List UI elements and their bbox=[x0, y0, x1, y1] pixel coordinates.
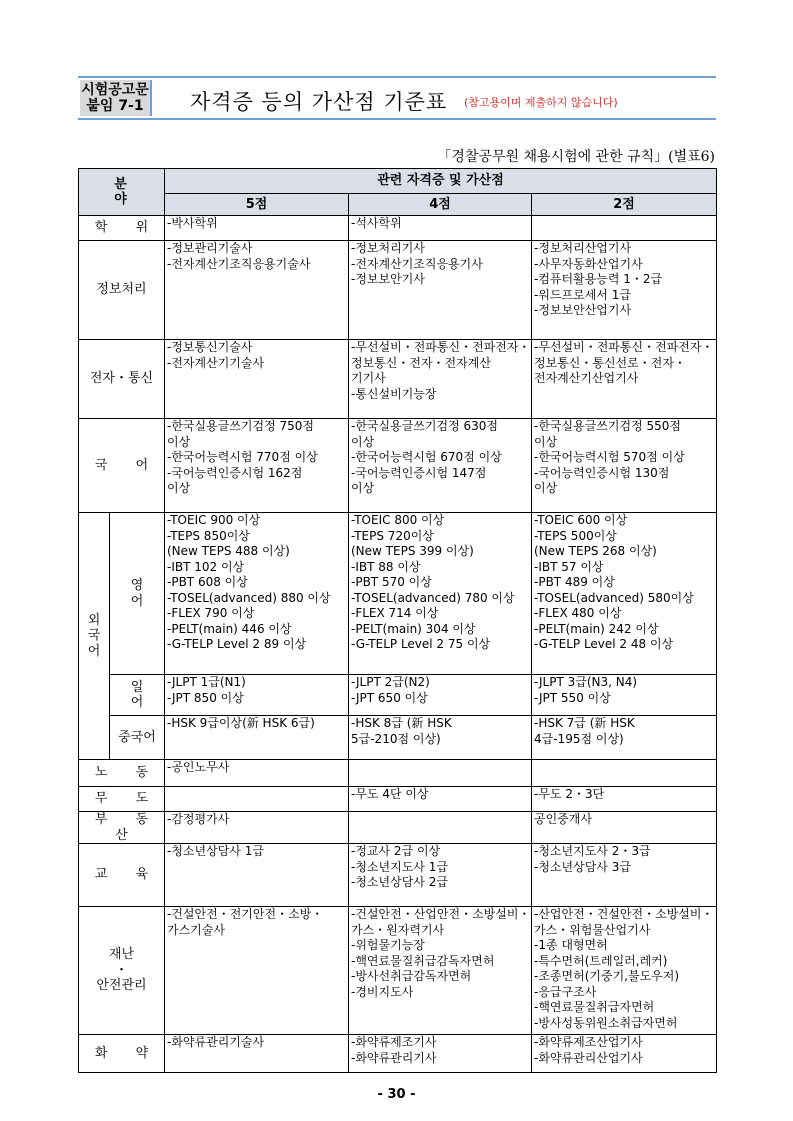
category-cell bbox=[79, 1035, 165, 1073]
cell-line: 이상 bbox=[351, 481, 375, 495]
category-cell bbox=[79, 907, 165, 1035]
category-label: 재난 bbox=[108, 947, 135, 963]
cell-line: -1종 대형면허 bbox=[534, 938, 608, 952]
cell-line: -화약류관리산업기사 bbox=[534, 1050, 643, 1065]
cell-line: -TEPS 850이상 bbox=[167, 528, 250, 543]
cell-line: -G-TELP Level 2 75 이상 bbox=[351, 637, 491, 651]
table-row bbox=[79, 241, 717, 340]
certificate-cell-c5 bbox=[165, 513, 349, 675]
certificate-cell-c2 bbox=[532, 787, 717, 812]
cell-line: -PBT 570 이상 bbox=[351, 575, 432, 589]
document-header bbox=[78, 76, 716, 120]
cell-line: -TOSEL(advanced) 580이상 bbox=[534, 590, 694, 605]
certificate-cell-c5 bbox=[165, 907, 349, 1035]
cell-line: -PELT(main) 242 이상 bbox=[534, 621, 659, 636]
certificate-cell-c2 bbox=[532, 675, 717, 716]
table-row bbox=[79, 716, 717, 760]
table-row bbox=[79, 1035, 717, 1073]
cell-line: -한국어능력시험 670점 이상 bbox=[351, 450, 502, 464]
cell-line: 4급-195점 이상) bbox=[534, 731, 624, 746]
cell-line: -통신설비기능장 bbox=[351, 386, 437, 401]
category-label: 영 어 bbox=[130, 578, 144, 609]
category-cell bbox=[79, 419, 165, 513]
category-cell bbox=[79, 216, 165, 241]
cell-line: 정보통신・통신선로・전자・ bbox=[534, 355, 686, 370]
category-cell bbox=[79, 241, 165, 340]
cell-line: -정보통신기술사 bbox=[167, 340, 253, 354]
cell-line: -특수면허(트레일러,레커) bbox=[534, 953, 668, 968]
cell-line: -한국어능력시험 570점 이상 bbox=[534, 450, 685, 464]
cell-line: 전자계산기산업기사 bbox=[534, 371, 639, 385]
cell-line: -청소년지도사 1급 bbox=[351, 859, 448, 874]
cell-line: -한국실용글쓰기검정 750점 bbox=[167, 419, 314, 433]
cell-line: -화약류제조기사 bbox=[351, 1035, 437, 1049]
document-title: 자격증 등의 가산점 기준표 bbox=[190, 90, 448, 114]
category-cell bbox=[110, 716, 165, 760]
cell-line: 이상 bbox=[534, 481, 558, 495]
category-label: 일 어 bbox=[130, 679, 144, 710]
cell-line: -FLEX 790 이상 bbox=[167, 606, 255, 620]
certificate-cell-c4 bbox=[349, 760, 532, 787]
certificate-cell-c4 bbox=[349, 812, 532, 844]
cell-line: -한국실용글쓰기검정 630점 bbox=[351, 419, 498, 433]
cell-line: (New TEPS 488 이상) bbox=[167, 544, 290, 558]
certificate-cell-c2 bbox=[532, 844, 717, 907]
cell-line: -IBT 57 이상 bbox=[534, 559, 604, 574]
cell-line: 5급-210점 이상) bbox=[351, 731, 441, 746]
cell-line: -TOEIC 800 이상 bbox=[351, 513, 445, 527]
certificate-cell-c2 bbox=[532, 716, 717, 760]
cell-line: -JPT 650 이상 bbox=[351, 690, 428, 705]
cell-line: 정보통신・전자・전자계산 bbox=[351, 355, 491, 370]
cell-line: -정보관리기술사 bbox=[167, 241, 253, 255]
certificate-cell-c5 bbox=[165, 675, 349, 716]
cell-line: 외 bbox=[87, 612, 101, 628]
cell-line: -TOEIC 600 이상 bbox=[534, 513, 628, 527]
category-label: 무 도 bbox=[94, 791, 149, 807]
certificate-cell-c4 bbox=[349, 241, 532, 340]
cell-line: -JLPT 3급(N3, N4) bbox=[534, 675, 638, 689]
cell-line: 어 bbox=[87, 643, 101, 659]
cell-line: -무선설비・전파통신・전파전자・ bbox=[534, 340, 714, 354]
category-label: 중국어 bbox=[118, 729, 156, 745]
col-2-points: 2점 bbox=[532, 194, 717, 216]
certificate-cell-c4 bbox=[349, 844, 532, 907]
certificate-cell-c2 bbox=[532, 513, 717, 675]
table-row bbox=[79, 675, 717, 716]
table-row bbox=[79, 340, 717, 419]
category-cell bbox=[79, 844, 165, 907]
cell-line: -공인노무사 bbox=[167, 760, 230, 774]
certificate-cell-c4 bbox=[349, 675, 532, 716]
certificate-cell-c4 bbox=[349, 216, 532, 241]
table-row bbox=[79, 787, 717, 812]
certificate-cell-c5 bbox=[165, 787, 349, 812]
cell-line: -무도 2・3단 bbox=[534, 787, 605, 801]
certificate-cell-c4 bbox=[349, 513, 532, 675]
certificate-cell-c5 bbox=[165, 419, 349, 513]
cell-line: -IBT 102 이상 bbox=[167, 559, 245, 574]
cell-line: -JPT 850 이상 bbox=[167, 690, 244, 705]
category-label: 교 육 bbox=[94, 867, 149, 883]
cell-line: -석사학위 bbox=[351, 216, 402, 230]
cell-line: -HSK 8급 (新 HSK bbox=[351, 716, 452, 730]
cell-line: -FLEX 714 이상 bbox=[351, 606, 439, 620]
cell-line: -FLEX 480 이상 bbox=[534, 606, 622, 620]
cell-line: -감정평가사 bbox=[167, 812, 230, 826]
certificate-cell-c2 bbox=[532, 907, 717, 1035]
cell-line: -정보처리기사 bbox=[351, 241, 425, 255]
cell-line: -경비지도사 bbox=[351, 984, 414, 999]
cell-line: -핵연료물질취급감독자면허 bbox=[351, 953, 495, 968]
cell-line: -TOEIC 900 이상 bbox=[167, 513, 261, 527]
header-top-rule bbox=[78, 76, 716, 78]
category-label: 화 약 bbox=[94, 1045, 149, 1061]
cell-line: -IBT 88 이상 bbox=[351, 559, 421, 574]
certificate-cell-c2 bbox=[532, 760, 717, 787]
certificate-cell-c5 bbox=[165, 340, 349, 419]
certificate-cell-c4 bbox=[349, 787, 532, 812]
cell-line: -화약류관리기사 bbox=[351, 1050, 437, 1065]
cell-line: -워드프로세서 1급 bbox=[534, 287, 631, 302]
cell-line: -응급구조사 bbox=[534, 984, 597, 999]
col-5-points: 5점 bbox=[165, 194, 349, 216]
cell-line: -G-TELP Level 2 48 이상 bbox=[534, 637, 674, 651]
page-number: - 30 - bbox=[377, 1087, 416, 1102]
certificate-cell-c5 bbox=[165, 844, 349, 907]
cell-line: -정교사 2급 이상 bbox=[351, 844, 441, 858]
cell-line: -JPT 550 이상 bbox=[534, 690, 611, 705]
cell-line: -PELT(main) 446 이상 bbox=[167, 621, 292, 636]
category-cell bbox=[79, 340, 165, 419]
cell-line: -PBT 489 이상 bbox=[534, 575, 615, 589]
cell-line: 이상 bbox=[167, 481, 191, 495]
source-regulation: 「경찰공무원 채용시험에 관한 규칙」(별표6) bbox=[437, 149, 715, 165]
cell-line: -정보처리산업기사 bbox=[534, 241, 632, 255]
category-label: 노 동 bbox=[94, 765, 149, 781]
category-header: 분 야 bbox=[79, 169, 165, 216]
certificate-group-header: 관련 자격증 및 가산점 bbox=[165, 169, 717, 194]
cell-line: -국어능력인증시험 130점 bbox=[534, 465, 670, 480]
category-cell bbox=[79, 760, 165, 787]
cell-line: -청소년상담사 2급 bbox=[351, 875, 448, 889]
cell-line: -박사학위 bbox=[167, 216, 218, 230]
cell-line: 가스기술사 bbox=[167, 922, 225, 937]
cell-line: -G-TELP Level 2 89 이상 bbox=[167, 637, 307, 651]
cell-line: -위험물기능장 bbox=[351, 938, 425, 952]
table-row bbox=[79, 216, 717, 241]
certificate-cell-c4 bbox=[349, 340, 532, 419]
cell-line: -건설안전・전기안전・소방・ bbox=[167, 907, 324, 921]
certificate-cell-c2 bbox=[532, 812, 717, 844]
cell-line: -사무자동화산업기사 bbox=[534, 256, 643, 271]
col-4-points: 4점 bbox=[349, 194, 532, 216]
cell-line: -전자계산기조직응용기사 bbox=[351, 256, 483, 271]
cell-line: -전자계산기기술사 bbox=[167, 355, 265, 370]
cell-line: -TEPS 720이상 bbox=[351, 528, 434, 543]
cell-line: (New TEPS 268 이상) bbox=[534, 544, 657, 558]
certificate-cell-c5 bbox=[165, 760, 349, 787]
cell-line: -정보보안산업기사 bbox=[534, 303, 632, 317]
table-row bbox=[79, 844, 717, 907]
category-cell bbox=[79, 812, 165, 844]
category-label: 전자・통신 bbox=[89, 371, 154, 387]
certificate-cell-c2 bbox=[532, 340, 717, 419]
table-row bbox=[79, 419, 717, 513]
cell-line: -산업안전・건설안전・소방설비・ bbox=[534, 907, 714, 921]
cell-line: -PELT(main) 304 이상 bbox=[351, 621, 476, 636]
certificate-cell-c2 bbox=[532, 241, 717, 340]
cell-line: -핵연료물질취급자면허 bbox=[534, 1000, 655, 1014]
cell-line: -HSK 7급 (新 HSK bbox=[534, 716, 635, 730]
cell-line: -무선설비・전파통신・전파전자・ bbox=[351, 340, 531, 354]
cell-line: -방사선취급감독자면허 bbox=[351, 969, 472, 983]
cell-line: -한국실용글쓰기검정 550점 bbox=[534, 419, 681, 433]
cell-line: -정보보안기사 bbox=[351, 272, 425, 286]
certificate-cell-c5 bbox=[165, 1035, 349, 1073]
cell-line: -PBT 608 이상 bbox=[167, 575, 248, 589]
table-row bbox=[79, 760, 717, 787]
certificate-cell-c5 bbox=[165, 216, 349, 241]
category-cell bbox=[110, 675, 165, 716]
table-row bbox=[79, 513, 717, 675]
cell-line: -TOSEL(advanced) 880 이상 bbox=[167, 590, 331, 605]
cell-line: -JLPT 1급(N1) bbox=[167, 675, 246, 689]
cell-line: (New TEPS 399 이상) bbox=[351, 544, 474, 558]
cell-line: 가스・원자력기사 bbox=[351, 922, 445, 937]
cell-line: -TOSEL(advanced) 780 이상 bbox=[351, 590, 515, 605]
category-label: ・ bbox=[114, 962, 128, 978]
cell-line: 이상 bbox=[534, 434, 558, 449]
reference-note: (참고용이며 제출하지 않습니다) bbox=[464, 96, 618, 109]
certificate-cell-c2 bbox=[532, 1035, 717, 1073]
certificate-cell-c4 bbox=[349, 716, 532, 760]
attachment-label-line2: 붙임 7-1 bbox=[86, 98, 144, 114]
cell-line: 국 bbox=[87, 628, 101, 644]
cell-line: -방사성동위원소취급자면허 bbox=[534, 1015, 678, 1030]
certificate-cell-c2 bbox=[532, 216, 717, 241]
table-row bbox=[79, 812, 717, 844]
cell-line: -전자계산기조직응용기술사 bbox=[167, 256, 311, 271]
bonus-points-table bbox=[78, 168, 717, 1073]
certificate-cell-c4 bbox=[349, 1035, 532, 1073]
cell-line: -건설안전・산업안전・소방설비・ bbox=[351, 907, 531, 921]
cell-line: 가스・위험물산업기사 bbox=[534, 922, 651, 937]
attachment-label-box bbox=[80, 80, 152, 116]
certificate-cell-c2 bbox=[532, 419, 717, 513]
cell-line: -국어능력인증시험 147점 bbox=[351, 465, 487, 480]
table-row bbox=[79, 907, 717, 1035]
category-label: 정보처리 bbox=[96, 282, 147, 298]
cell-line: 이상 bbox=[351, 434, 375, 449]
category-label: 학 위 bbox=[94, 220, 149, 236]
certificate-cell-c4 bbox=[349, 419, 532, 513]
category-label: 국 어 bbox=[94, 457, 149, 473]
foreign-language-category bbox=[79, 513, 110, 760]
cell-line: -화약류관리기술사 bbox=[167, 1035, 265, 1049]
cell-line: 이상 bbox=[167, 434, 191, 449]
cell-line: -컴퓨터활용능력 1・2급 bbox=[534, 272, 663, 286]
cell-line: -화약류제조산업기사 bbox=[534, 1035, 643, 1049]
cell-line: -HSK 9급이상(新 HSK 6급) bbox=[167, 716, 315, 730]
certificate-cell-c5 bbox=[165, 241, 349, 340]
cell-line: 기기사 bbox=[351, 371, 386, 385]
category-cell bbox=[110, 513, 165, 675]
category-label: 부 동 산 bbox=[94, 812, 149, 843]
cell-line: -청소년상담사 3급 bbox=[534, 859, 631, 874]
cell-line: -청소년지도사 2・3급 bbox=[534, 844, 651, 858]
cell-line: -국어능력인증시험 162점 bbox=[167, 465, 303, 480]
cell-line: -무도 4단 이상 bbox=[351, 787, 429, 801]
cell-line: -한국어능력시험 770점 이상 bbox=[167, 450, 318, 464]
category-cell bbox=[79, 787, 165, 812]
cell-line: -JLPT 2급(N2) bbox=[351, 675, 430, 689]
certificate-cell-c5 bbox=[165, 716, 349, 760]
category-label: 안전관리 bbox=[96, 978, 147, 994]
attachment-label-line1: 시험공고문 bbox=[81, 82, 149, 98]
cell-line: -TEPS 500이상 bbox=[534, 528, 617, 543]
cell-line: 공인중개사 bbox=[534, 812, 592, 826]
cell-line: -청소년상담사 1급 bbox=[167, 844, 264, 858]
certificate-cell-c4 bbox=[349, 907, 532, 1035]
certificate-cell-c5 bbox=[165, 812, 349, 844]
header-bottom-rule bbox=[78, 118, 716, 120]
cell-line: -조종면허(기중기,불도우저) bbox=[534, 969, 680, 983]
